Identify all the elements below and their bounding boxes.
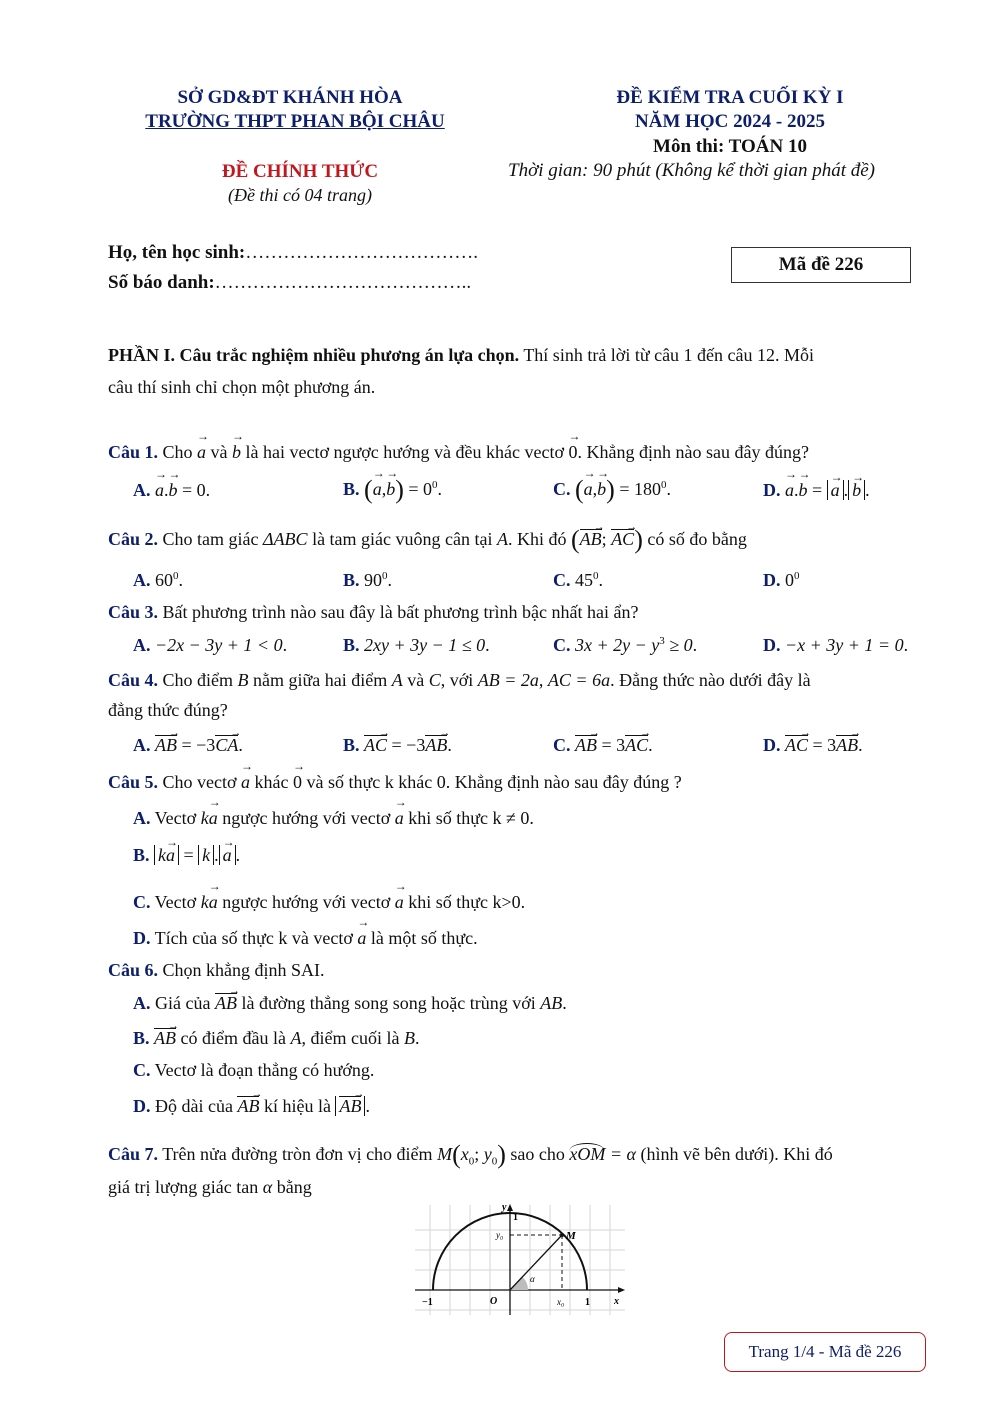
q6-option-c[interactable]: C. Vectơ là đoạn thẳng có hướng.	[133, 1060, 375, 1080]
pages-note: (Đề thi có 04 trang)	[228, 185, 372, 205]
fig-origin: O	[490, 1296, 498, 1307]
part1-intro	[108, 345, 814, 366]
fig-y0: y₀	[496, 1230, 504, 1240]
q5-option-c[interactable]: C. Vectơ k→ a ngược hướng với vectơ → a khi số thực k>0.	[133, 892, 525, 913]
q7-line2: giá trị lượng giác tan α bằng	[108, 1177, 312, 1197]
student-name-label: Họ, tên học sinh:	[108, 242, 246, 263]
q4-line2: đẳng thức đúng?	[108, 700, 228, 720]
school-name: TRƯỜNG THPT PHAN BỘI CHÂU	[145, 111, 445, 132]
student-id-dots: …………………………………..	[214, 272, 472, 293]
time-note: Thời gian: 90 phút (Không kể thời gian phát đề)	[508, 160, 876, 181]
fig-minus-one: −1	[422, 1297, 433, 1308]
part1-text1: Thí sinh trả lời từ câu 1 đến câu 12. Mỗi	[519, 345, 815, 365]
student-id-label: Số báo danh:	[108, 272, 215, 293]
q6-option-a[interactable]: A. Giá của AB → là đường thẳng song song hoặc trùng với AB.	[133, 993, 567, 1014]
q1-number: Câu 1.	[108, 442, 159, 462]
student-id-line	[108, 272, 471, 294]
q4-option-b[interactable]: B. AC → = −3AB →.	[343, 735, 452, 756]
q1-option-b[interactable]: B. (→ $a,\to b) = 0^0$.	[343, 475, 442, 505]
q5-option-a[interactable]: A. Vectơ k→ a ngược hướng với vectơ → a khi số thực k ≠ 0.	[133, 808, 534, 829]
fig-y-label: y	[502, 1202, 507, 1213]
q2-option-b[interactable]: B. $90^0$.	[343, 570, 393, 590]
q1-option-c[interactable]: C. (→ $a,\to b) = 180^0$.	[553, 475, 671, 505]
question-5: Câu 5. Cho vectơ → a khác → 0 và số thực k khác 0. Khẳng định nào sau đây đúng ?	[108, 772, 682, 793]
page-footer-box: Trang 1/4 - Mã đề 226	[724, 1332, 926, 1372]
question-2: Câu 2. Cho tam giác ΔABC là tam giác vuông cân tại A. Khi đó (AB →; AC →) có số đo bằng	[108, 525, 747, 555]
part1-text2: câu thí sinh chỉ chọn một phương án.	[108, 377, 376, 397]
fig-y-one: 1	[513, 1212, 518, 1223]
fig-m-label: M	[566, 1230, 576, 1242]
q1-text: Cho	[158, 442, 198, 462]
official-label: ĐỀ CHÍNH THỨC	[221, 161, 379, 182]
question-1: Câu 1. Cho → a và → b là hai vectơ ngược hướng và đều khác vectơ → 0. Khẳng định nào sau đây đúng?	[108, 442, 809, 463]
q5-option-d[interactable]: D. Tích của số thực k và vectơ → a là một số thực.	[133, 928, 478, 949]
q4-option-c[interactable]: C. AB → = 3AC →.	[553, 735, 653, 756]
fig-alpha: α	[530, 1274, 535, 1284]
q1-option-a[interactable]: A. → a.→ b = 0.	[133, 480, 210, 501]
q2-option-d[interactable]: D. $0^0$	[763, 570, 800, 590]
q1-option-d[interactable]: D. → a.→ b = → a .→ b .	[763, 480, 870, 501]
q3-option-a[interactable]: A. −2x − 3y + 1 < 0.	[133, 635, 288, 655]
question-6: Câu 6. Chọn khẳng định SAI.	[108, 960, 325, 980]
fig-x-one: 1	[585, 1297, 590, 1308]
student-name-dots: ……………………………….	[245, 242, 478, 263]
q4-option-a[interactable]: A. AB → = −3CA →.	[133, 735, 243, 756]
exam-code-box: Mã đề 226	[731, 247, 911, 283]
q6-option-d[interactable]: D. Độ dài của AB → kí hiệu là AB → .	[133, 1096, 370, 1117]
exam-title: ĐỀ KIỂM TRA CUỐI KỲ I	[616, 87, 844, 108]
student-name-line	[108, 242, 478, 264]
q6-option-b[interactable]: B. AB → có điểm đầu là A, điểm cuối là B.	[133, 1028, 419, 1049]
q5-option-b[interactable]: B. k→ a = k .→ a .	[133, 845, 240, 866]
unit-semicircle-figure	[410, 1200, 630, 1320]
question-7: Câu 7. Trên nửa đường tròn đơn vị cho điểm $M(x_0$; $y_0$) sao cho xOM = α (hình vẽ bên dưới). Khi đó	[108, 1140, 833, 1169]
q3-option-c[interactable]: C. $3x + 2y - y^3 \ge 0$.	[553, 635, 698, 655]
part1-title: PHẦN I. Câu trắc nghiệm nhiều phương án lựa chọn.	[108, 345, 520, 365]
school-year: NĂM HỌC 2024 - 2025	[635, 111, 825, 132]
q4-option-d[interactable]: D. AC → = 3AB →.	[763, 735, 863, 756]
question-4: Câu 4. Cho điểm B nằm giữa hai điểm A và C, với AB = 2a, AC = 6a. Đẳng thức nào dưới đây là	[108, 670, 811, 690]
q3-option-b[interactable]: B. 2xy + 3y − 1 ≤ 0.	[343, 635, 490, 655]
q2-option-a[interactable]: A. $60^0$.	[133, 570, 183, 590]
department-name: SỞ GD&ĐT KHÁNH HÒA	[177, 87, 403, 108]
fig-x0: x₀	[557, 1297, 565, 1307]
question-3: Câu 3. Bất phương trình nào sau đây là bất phương trình bậc nhất hai ẩn?	[108, 602, 639, 622]
om-segment	[510, 1235, 562, 1290]
fig-x-label: x	[614, 1296, 619, 1307]
q3-option-d[interactable]: D. −x + 3y + 1 = 0.	[763, 635, 909, 655]
q2-option-c[interactable]: C. $45^0$.	[553, 570, 603, 590]
subject: Môn thi: TOÁN 10	[653, 136, 807, 157]
